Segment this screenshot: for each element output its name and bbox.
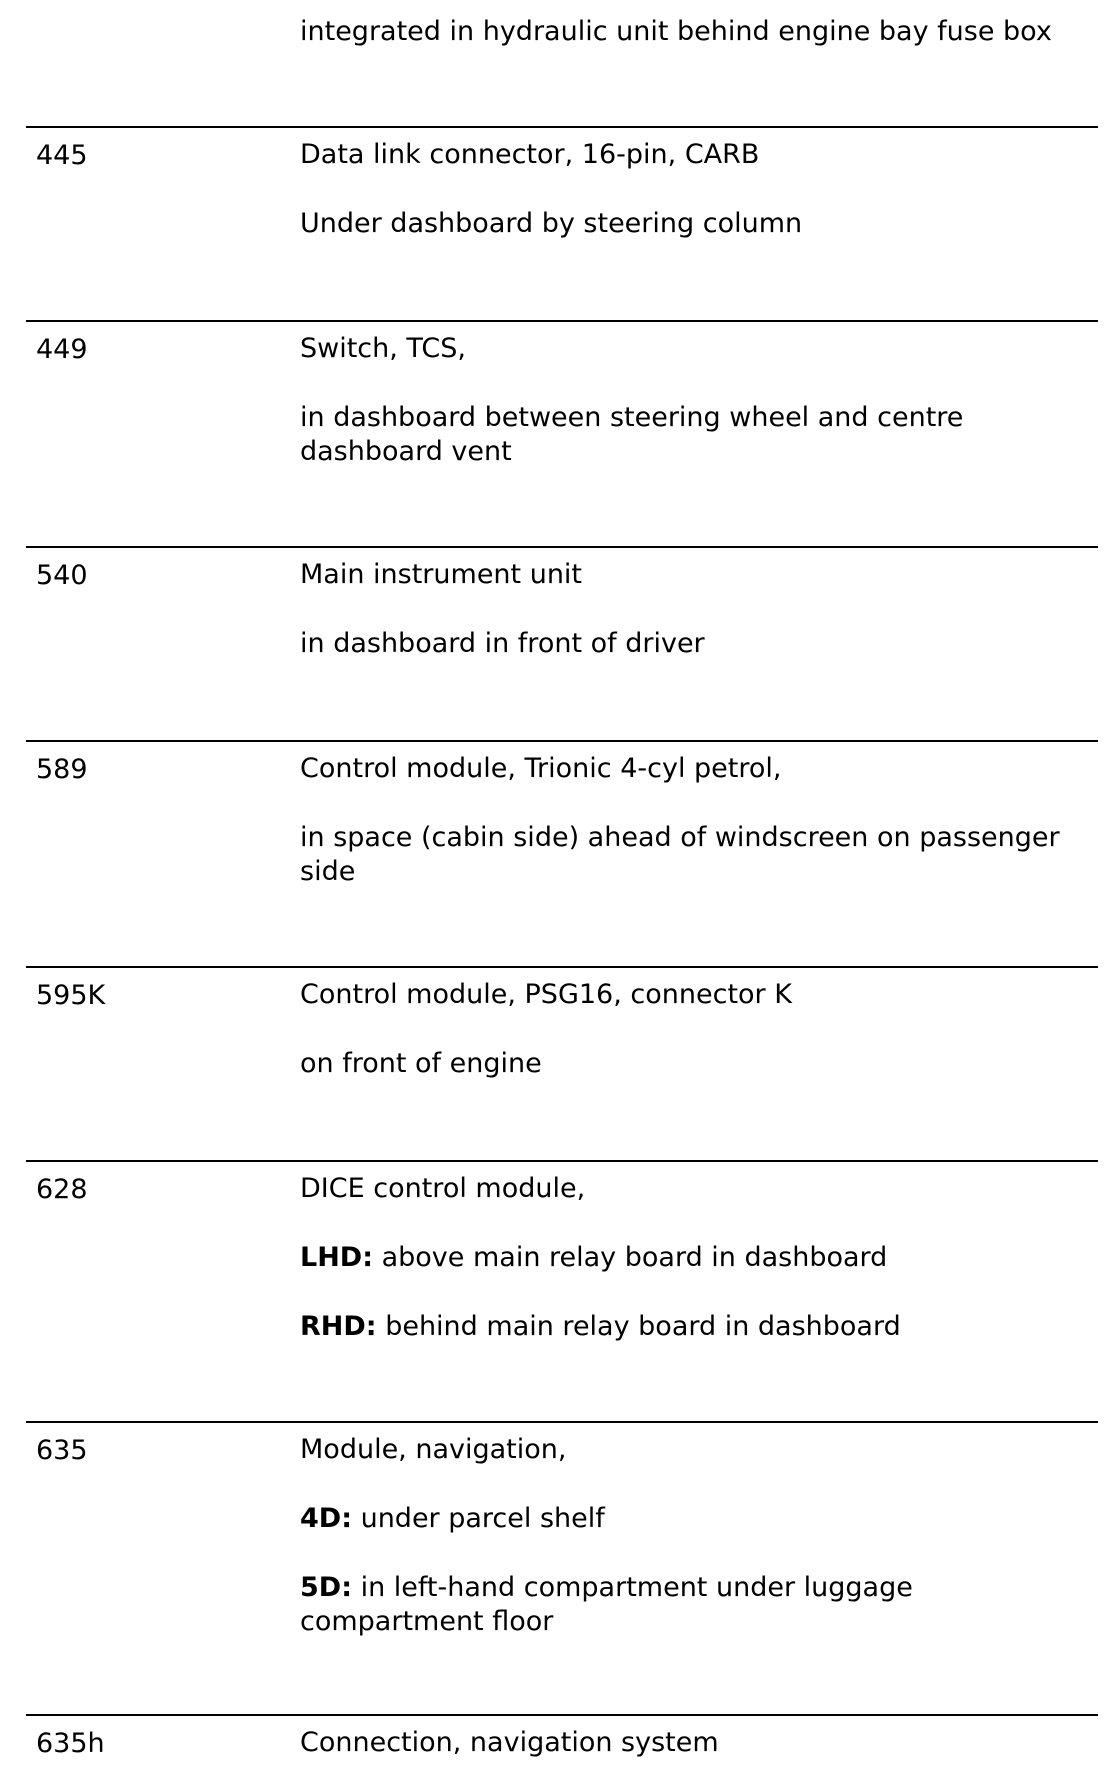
variant-label: RHD:: [300, 1311, 377, 1342]
location-line: [300, 1571, 1090, 1639]
component-code: 635: [36, 1435, 88, 1466]
component-title: Main instrument unit: [300, 559, 583, 590]
component-description: [300, 332, 1090, 469]
location-text: in dashboard between steering wheel and centre dashboard vent: [300, 402, 964, 467]
component-title: DICE control module,: [300, 1173, 586, 1204]
location-text: in space (cabin side) ahead of windscreen on passenger side: [300, 822, 1060, 887]
location-text: above main relay board in dashboard: [373, 1242, 888, 1273]
location-text: in left-hand compartment under luggage compartment floor: [300, 1572, 913, 1637]
location-line: [300, 401, 1090, 469]
component-description: [300, 978, 1090, 1081]
location-line: [300, 821, 1090, 889]
location-line: [300, 1047, 1090, 1081]
component-entry: [26, 740, 1098, 887]
variant-label: 5D:: [300, 1572, 352, 1603]
component-description: [300, 1172, 1090, 1344]
location-line: [300, 1241, 1090, 1275]
component-title: Control module, PSG16, connector K: [300, 979, 792, 1010]
location-text: behind main relay board in dashboard: [376, 1311, 901, 1342]
component-entry: [26, 126, 1098, 239]
component-code: 540: [36, 560, 88, 591]
component-code: 595K: [36, 980, 106, 1011]
component-entry: [26, 1160, 1098, 1342]
component-title: Data link connector, 16-pin, CARB: [300, 139, 760, 170]
location-text: on front of engine: [300, 1048, 542, 1079]
variant-label: 4D:: [300, 1503, 352, 1534]
component-description: [300, 752, 1090, 889]
variant-label: LHD:: [300, 1242, 374, 1273]
component-description: [300, 1726, 1090, 1760]
component-description: [300, 1433, 1090, 1639]
component-title: Switch, TCS,: [300, 333, 466, 364]
component-code: 628: [36, 1174, 88, 1205]
component-code: 635h: [36, 1728, 105, 1759]
component-entry: [26, 546, 1098, 659]
component-title: Control module, Trionic 4-cyl petrol,: [300, 753, 782, 784]
location-text: in dashboard in front of driver: [300, 628, 705, 659]
component-description: [300, 138, 1090, 241]
component-entry: [26, 320, 1098, 467]
component-entry: [26, 966, 1098, 1079]
component-entry: [26, 1421, 1098, 1637]
component-code: 589: [36, 754, 88, 785]
location-text: under parcel shelf: [352, 1503, 605, 1534]
component-title: Module, navigation,: [300, 1434, 567, 1465]
component-code: 445: [36, 140, 88, 171]
location-line: [300, 1310, 1090, 1344]
location-line: [300, 627, 1090, 661]
location-text: Under dashboard by steering column: [300, 208, 803, 239]
component-title: Connection, navigation system: [300, 1727, 719, 1758]
component-entry: [26, 1714, 1098, 1759]
location-line: [300, 207, 1090, 241]
component-description: [300, 558, 1090, 661]
component-code: 449: [36, 334, 88, 365]
location-line: [300, 1502, 1090, 1536]
continued-description: integrated in hydraulic unit behind engine bay fuse box: [300, 16, 1052, 47]
